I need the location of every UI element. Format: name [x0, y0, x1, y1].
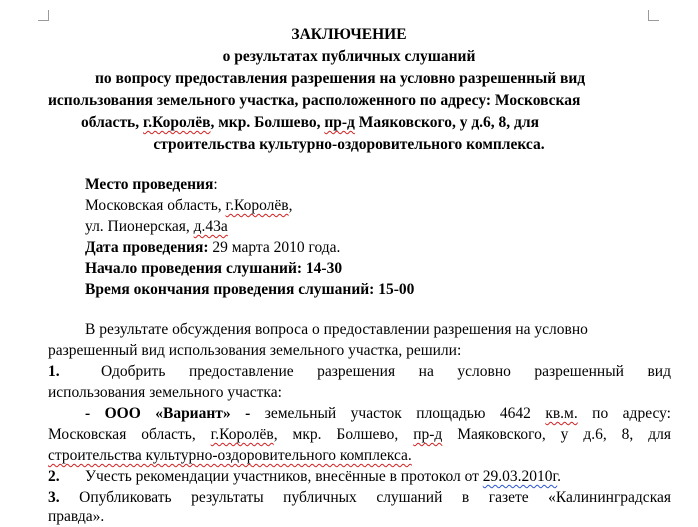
document-title: ЗАКЛЮЧЕНИЕ	[291, 26, 407, 43]
item-1-number: 1.	[48, 363, 60, 380]
intro-line-2: разрешенный вид использования земельного участка, решили:	[48, 342, 462, 359]
header-line-5: область, г.Королёв, мкр. Болшево, пр-д Маяковского, у д.6, 8, для	[81, 114, 539, 131]
margin-corner-mark-right	[648, 10, 659, 21]
header-line-4: использования земельного участка, расположенного по адресу: Московская	[48, 92, 581, 109]
item-3-continuation: правда».	[48, 508, 105, 525]
subitem-line-1: - ООО «Вариант» - земельный участок площадью 4642 кв.м. по адресу:	[85, 405, 671, 422]
header-line-6: строительства культурно-оздоровительного комплекса.	[153, 136, 545, 153]
header-line-3: по вопросу предоставления разрешения на условно разрешенный вид	[95, 70, 586, 87]
item-2-number: 2.	[48, 468, 60, 485]
venue-label: Место проведения:	[85, 176, 218, 193]
item-1-text: Одобрить предоставление разрешения на условно разрешенный вид	[101, 363, 671, 380]
subitem-line-2: Московская область, г.Королёв, мкр. Болшево, пр-д Маяковского, у д.6, 8, для	[48, 426, 671, 443]
venue-address-2: ул. Пионерская, д.43а	[85, 218, 228, 235]
item-2-text: Учесть рекомендации участников, внесённые в протокол от 29.03.2010г.	[85, 468, 562, 485]
start-time: Начало проведения слушаний: 14-30	[85, 260, 343, 277]
venue-address-1: Московская область, г.Королёв,	[85, 197, 293, 214]
intro-line-1: В результате обсуждения вопроса о предоставлении разрешения на условно	[85, 321, 588, 338]
date-line: Дата проведения: 29 марта 2010 года.	[85, 239, 341, 256]
document-subtitle: о результатах публичных слушаний	[222, 48, 476, 65]
subitem-line-3: строительства культурно-оздоровительного комплекса.	[48, 447, 412, 464]
item-3-text: 3. Опубликовать результаты публичных слушаний в газете «Калининградская	[48, 489, 671, 506]
item-1-continuation: использования земельного участка:	[48, 384, 282, 401]
end-time: Время окончания проведения слушаний: 15-00	[85, 281, 415, 298]
margin-corner-mark-left	[38, 10, 49, 21]
